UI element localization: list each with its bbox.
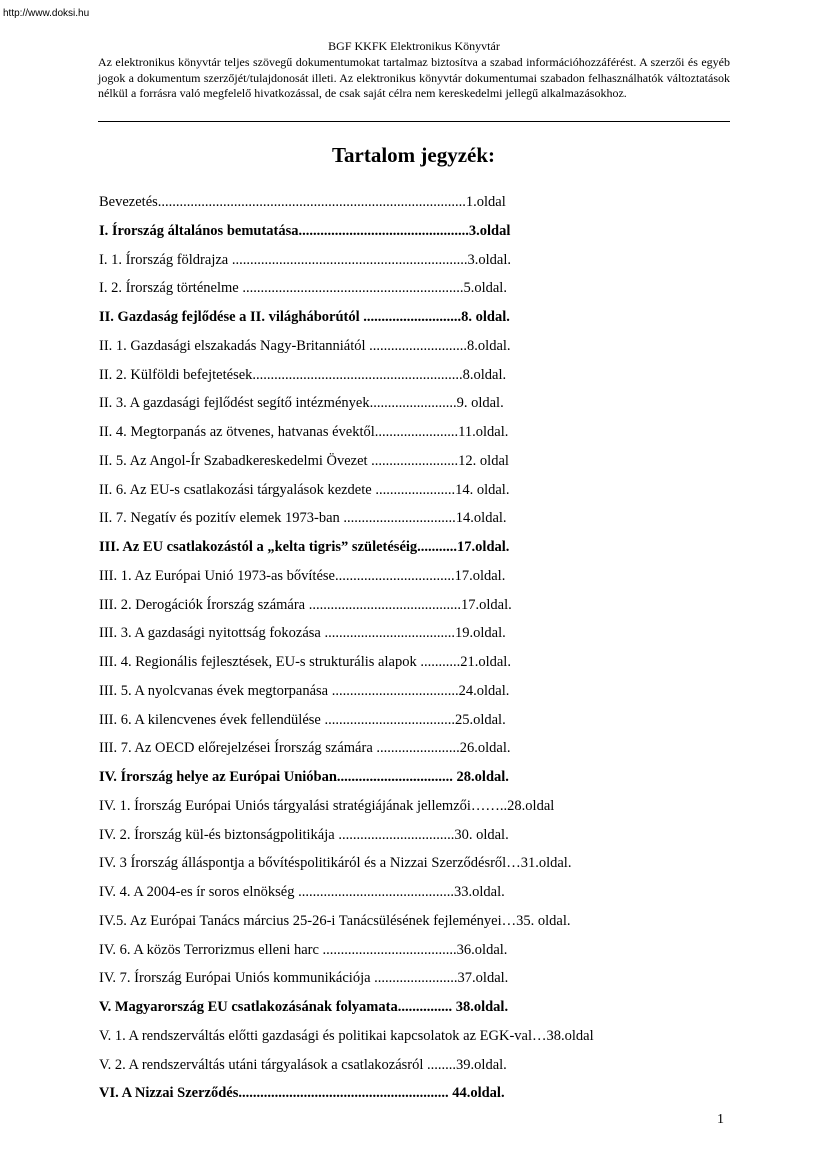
library-title: BGF KKFK Elektronikus Könyvtár — [328, 39, 500, 53]
toc-entry: IV.5. Az Európai Tanács március 25-26-i Tanácsülésének fejleményei…35. oldal. — [99, 912, 571, 929]
table-of-contents — [99, 192, 679, 1112]
toc-entry: V. Magyarország EU csatlakozásának folyamata............... 38.oldal. — [99, 999, 509, 1015]
header-divider — [98, 121, 730, 122]
toc-entry: III. 7. Az OECD előrejelzései Írország számára .......................26.oldal. — [99, 740, 511, 757]
toc-entry: IV. Írország helye az Európai Unióban................................ 28.oldal. — [99, 769, 509, 785]
toc-entry: II. 6. Az EU-s csatlakozási tárgyalások kezdete ......................14. oldal. — [99, 481, 510, 498]
toc-entry: III. 6. A kilencvenes évek fellendülése ....................................25.oldal. — [99, 711, 506, 728]
toc-entry: III. 2. Derogációk Írország számára ..........................................17.oldal. — [99, 596, 512, 613]
toc-entry: III. 5. A nyolcvanas évek megtorpanása ...................................24.oldal. — [99, 682, 510, 699]
copyright-notice: Az elektronikus könyvtár teljes szövegű dokumentumokat tartalmaz biztosítva a szabad információhozzáférést. A szerzői és egyéb jogok a dokumentum szerzőjét/tulajdonosát illeti. Az elektronikus könyvtár dokumentumai szabadon felhasználhatók változtatások nélkül a forrásra való megfelelő hivatkozással, de csak saját célra nem kereskedelmi jellegű alkalmazásokhoz. — [98, 55, 730, 100]
toc-entry: II. 7. Negatív és pozitív elemek 1973-ban ...............................14.oldal. — [99, 510, 507, 527]
toc-entry: IV. 4. A 2004-es ír soros elnökség ...........................................33.oldal. — [99, 884, 505, 900]
toc-entry: V. 1. A rendszerváltás előtti gazdasági és politikai kapcsolatok az EGK-val…38.oldal — [99, 1027, 594, 1044]
toc-entry: I. 1. Írország földrajza .................................................................3.oldal. — [99, 251, 511, 268]
toc-entry: IV. 2. Írország kül-és biztonságpolitikája ................................30. oldal. — [99, 826, 509, 843]
toc-entry: I. Írország általános bemutatása...............................................3.oldal — [99, 222, 511, 239]
toc-entry: III. Az EU csatlakozástól a „kelta tigris” születéséig...........17.oldal. — [99, 539, 510, 555]
toc-entry: I. 2. Írország történelme .............................................................5.oldal. — [99, 280, 507, 297]
toc-entry: III. 3. A gazdasági nyitottság fokozása ....................................19.oldal. — [99, 625, 506, 642]
toc-entry: II. 4. Megtorpanás az ötvenes, hatvanas évektől.......................11.oldal. — [99, 424, 509, 440]
toc-entry: II. 3. A gazdasági fejlődést segítő intézmények........................9. oldal. — [99, 395, 504, 412]
toc-entry: III. 1. Az Európai Unió 1973-as bővítése.................................17.oldal. — [99, 567, 506, 584]
toc-entry: Bevezetés.....................................................................................1.oldal — [99, 194, 506, 210]
source-url[interactable]: http://www.doksi.hu — [3, 8, 90, 19]
toc-entry: IV. 6. A közös Terrorizmus elleni harc .....................................36.oldal. — [99, 941, 508, 958]
toc-entry: II. 1. Gazdasági elszakadás Nagy-Britanniától ...........................8.oldal. — [99, 337, 511, 354]
page-title: Tartalom jegyzék: — [331, 143, 496, 167]
toc-entry: IV. 1. Írország Európai Uniós tárgyalási stratégiájának jellemzői……..28.oldal — [99, 797, 555, 814]
toc-entry: III. 4. Regionális fejlesztések, EU-s strukturális alapok ...........21.oldal. — [99, 654, 511, 670]
toc-entry: II. Gazdaság fejlődése a II. világháborútól ...........................8. oldal. — [99, 309, 510, 325]
toc-entry: VI. A Nizzai Szerződés.......................................................... 44.oldal. — [99, 1085, 505, 1102]
library-header — [98, 39, 730, 102]
toc-entry: IV. 7. Írország Európai Uniós kommunikációja .......................37.oldal. — [99, 970, 509, 987]
toc-entry: II. 2. Külföldi befejtetések..........................................................8.oldal. — [99, 366, 507, 383]
toc-entry: IV. 3 Írország álláspontja a bővítéspolitikáról és a Nizzai Szerződésről…31.oldal. — [99, 855, 572, 872]
toc-entry: II. 5. Az Angol-Ír Szabadkereskedelmi Övezet ........................12. oldal — [99, 452, 509, 469]
toc-entry: V. 2. A rendszerváltás utáni tárgyalások a csatlakozásról ........39.oldal. — [99, 1056, 507, 1073]
page-number: 1 — [717, 1112, 724, 1127]
